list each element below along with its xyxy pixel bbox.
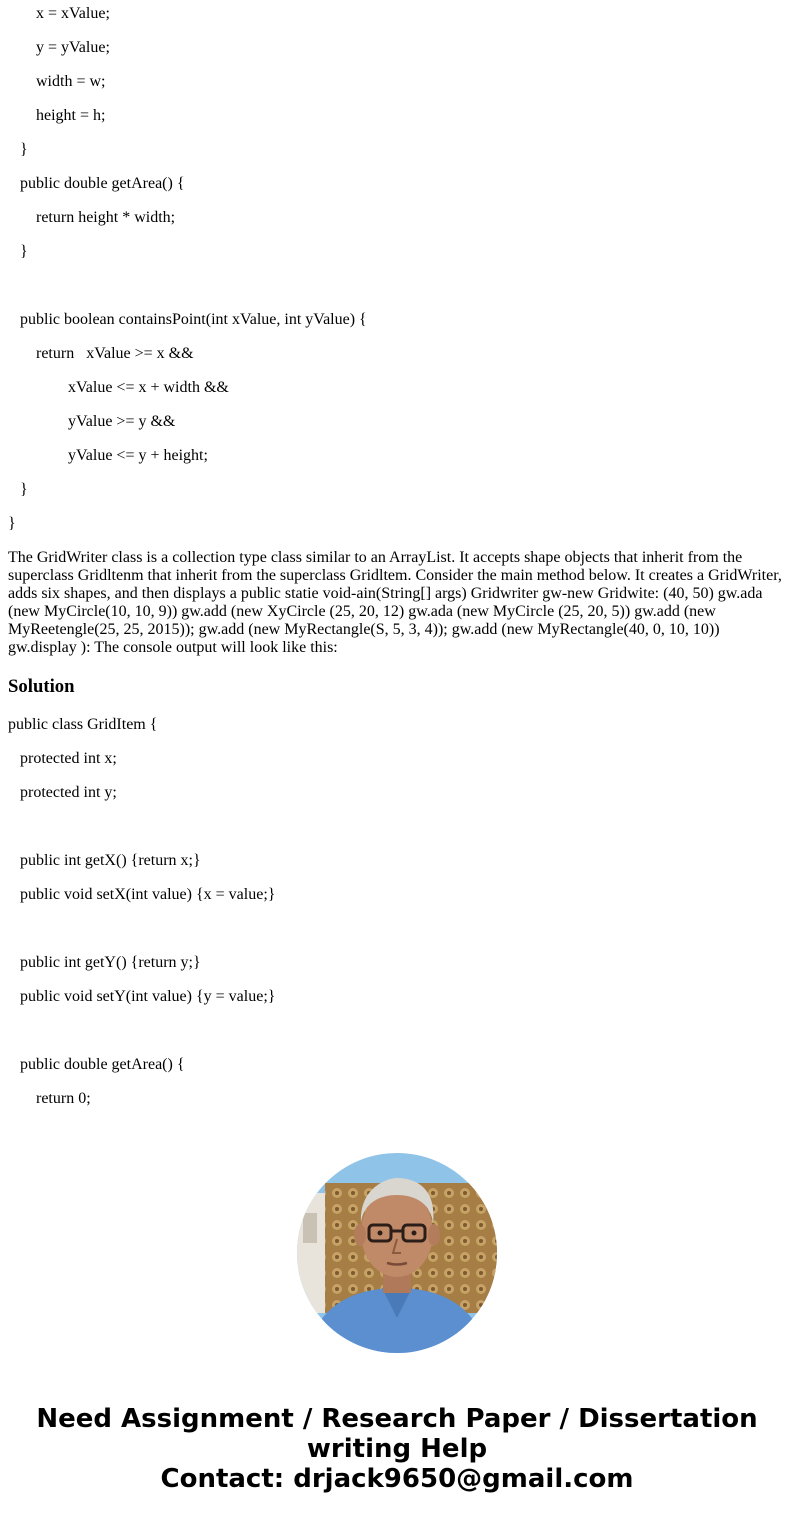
code-line: xValue <= x + width && (68, 379, 229, 396)
code-line: } (20, 243, 28, 260)
code-line: yValue <= y + height; (68, 447, 208, 464)
code-line: public int getY() {return y;} (20, 954, 201, 971)
code-line: public int getX() {return x;} (20, 852, 201, 869)
code-line: protected int y; (20, 784, 117, 801)
code-line: public void setY(int value) {y = value;} (20, 988, 276, 1005)
code-line: width = w; (36, 73, 106, 90)
code-line: return height * width; (36, 209, 176, 226)
code-line: yValue >= y && (68, 413, 176, 430)
code-line: } (20, 141, 28, 158)
code-line: } (8, 515, 16, 532)
promo-line-2: writing Help (306, 1434, 488, 1464)
code-line: public void setX(int value) {x = value;} (20, 886, 276, 903)
avatar-photo (297, 1153, 497, 1353)
avatar (297, 1153, 497, 1353)
code-line: public class GridItem { (8, 716, 158, 733)
code-line: public double getArea() { (20, 175, 185, 192)
question-paragraph: The GridWriter class is a collection type class similar to an ArrayList. It accepts shape objects that inherit from the superclass Gridltenm that inherit from the superclass Gridltem. Consider the main method below. It creates a GridWriter, adds six shapes, and then displays a public statie void-ain(String[] args) Gridwriter gw-new Gridwite: (40, 50) gw.ada (new MyCircle(10, 10, 9)) gw.add (new XyCircle (25, 20, 12) gw.ada (new MyCircle (25, 20, 5)) gw.add (new MyReetengle(25, 25, 2015)); gw.add (new MyRectangle(S, 5, 3, 4)); gw.add (new MyRectangle(40, 0, 10, 10)) gw.display ): The console output will look like this: (8, 549, 782, 656)
code-line: } (20, 481, 28, 498)
code-line: protected int x; (20, 750, 117, 767)
code-line: height = h; (36, 107, 106, 124)
code-line: return xValue >= x && (36, 345, 194, 362)
code-line: public boolean containsPoint(int xValue, int yValue) { (20, 311, 367, 328)
code-line: return 0; (36, 1090, 91, 1107)
promo-line-1: Need Assignment / Research Paper / Dissertation (36, 1404, 758, 1434)
code-line: x = xValue; (36, 5, 110, 22)
code-line: public double getArea() { (20, 1056, 185, 1073)
promo-contact: Contact: drjack9650@gmail.com (160, 1464, 634, 1494)
code-line: y = yValue; (36, 39, 110, 56)
solution-heading: Solution (8, 676, 75, 697)
